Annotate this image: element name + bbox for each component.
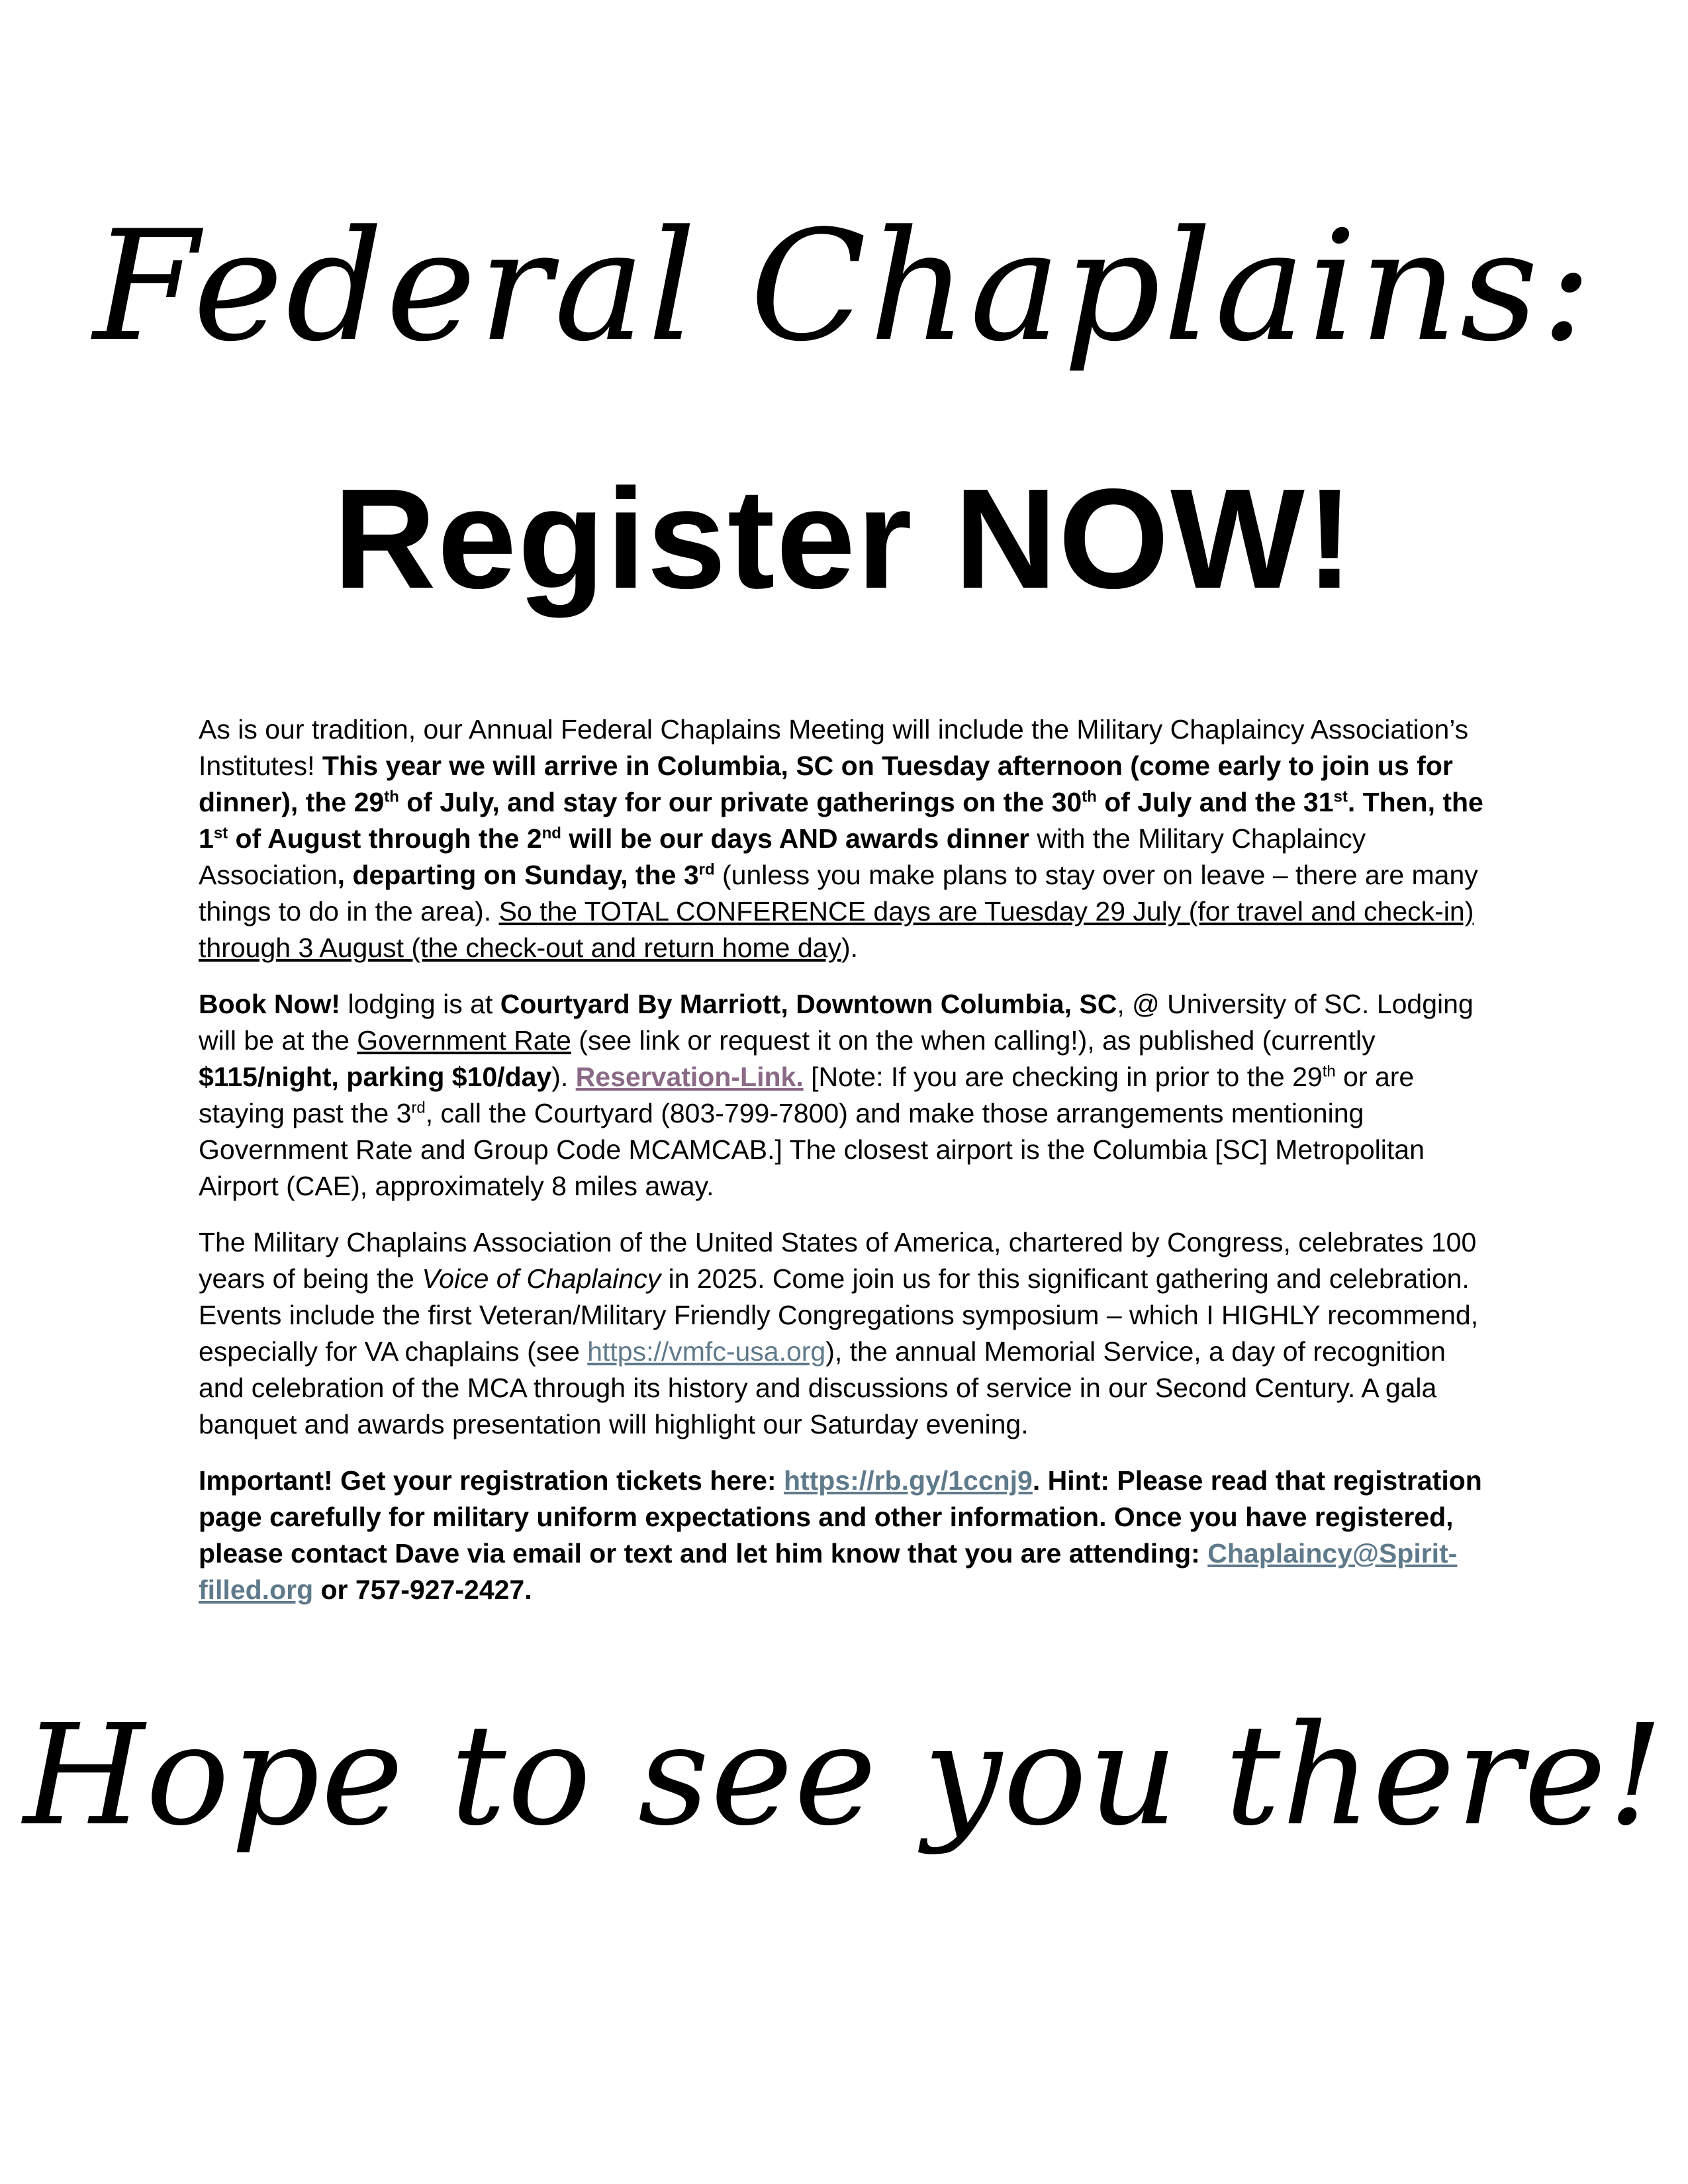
superscript: nd: [541, 824, 561, 842]
italic-text: Voice of Chaplaincy: [422, 1263, 661, 1294]
bold-text: , departing on Sunday, the 3: [337, 860, 699, 890]
reservation-link[interactable]: Reservation-Link.: [575, 1062, 804, 1092]
text: ).: [551, 1062, 576, 1092]
superscript: st: [1333, 788, 1348, 806]
text: The Military Chaplains Association of the United States of America, chartered by Congress, celebrates 100 years of being the: [199, 1227, 1477, 1294]
bold-text: . Then, the 1: [199, 787, 1483, 854]
paragraph-itinerary: [199, 711, 1496, 966]
superscript: rd: [698, 860, 715, 879]
register-now-heading: Register NOW!: [333, 459, 1355, 618]
bold-text: This year we will arrive in Columbia, SC on Tuesday afternoon (come early to join us for dinner), the 29: [199, 751, 1453, 817]
superscript: th: [1082, 788, 1097, 806]
title-script-heading: Federal Chaplains:: [93, 199, 1595, 375]
text: (see link or request it on the when calling!), as published (currently: [571, 1025, 1376, 1056]
closing-script-heading: Hope to see you there!: [23, 1694, 1665, 1856]
bold-text: Book Now!: [199, 989, 341, 1019]
body-text: [199, 711, 1496, 1628]
paragraph-mca: [199, 1224, 1496, 1443]
government-rate-link[interactable]: Government Rate: [357, 1025, 571, 1056]
text: lodging is at: [340, 989, 500, 1019]
registration-link[interactable]: https://rb.gy/1ccnj9: [783, 1465, 1033, 1496]
bold-text: $115/night, parking $10/day: [199, 1062, 552, 1092]
paragraph-important: [199, 1463, 1496, 1608]
bold-text: will be our days AND awards dinner: [561, 823, 1029, 854]
superscript: th: [384, 788, 399, 806]
text: ), the annual Memorial Service, a day of recognition and celebration of the MCA through its history and discussions of service in our Second Century. A gala banquet and awards presentation will highlight our Saturday evening.: [199, 1336, 1446, 1439]
bold-text: . Hint: Please read that registration page carefully for military uniform expectations and other information. Once you have registered, please contact Dave via email or text and let him know that you are attending:: [199, 1465, 1482, 1569]
superscript: th: [1322, 1062, 1336, 1081]
superscript: rd: [411, 1099, 426, 1117]
text: [Note: If you are checking in prior to the 29: [803, 1062, 1323, 1092]
email-link[interactable]: Chaplaincy@Spirit-filled.org: [199, 1538, 1458, 1605]
underlined-text: So the TOTAL CONFERENCE days are Tuesday 29 July (for travel and check-in) through 3 August (the check-out and return home day: [199, 896, 1474, 963]
text: , call the Courtyard (803-799-7800) and make those arrangements mentioning Government Rate and Group Code MCAMCAB.] The closest airport is the Columbia [SC] Metropolitan Airport (CAE), approximately 8 miles away.: [199, 1098, 1425, 1201]
text: , @ University of SC. Lodging will be at the: [199, 989, 1474, 1056]
text: with the Military Chaplaincy Association: [199, 823, 1366, 890]
bold-text: of August through the 2: [228, 823, 542, 854]
vmfc-link[interactable]: https://vmfc-usa.org: [587, 1336, 826, 1367]
superscript: st: [213, 824, 228, 842]
bold-text: of July and the 31: [1096, 787, 1334, 817]
text: in 2025. Come join us for this significant gathering and celebration. Events include the first Veteran/Military Friendly Congregations symposium – which I HIGHLY recommend, especially for VA chaplains (see: [199, 1263, 1479, 1367]
bold-text: Important! Get your registration tickets here:: [199, 1465, 784, 1496]
text: As is our tradition, our Annual Federal Chaplains Meeting will include the Military Chaplaincy Association’s Institutes!: [199, 714, 1469, 781]
paragraph-lodging: [199, 986, 1496, 1205]
bold-text: or 757-927-2427.: [313, 1574, 532, 1605]
text: or are staying past the 3: [199, 1062, 1415, 1128]
bold-text: of July, and stay for our private gatherings on the 30: [399, 787, 1082, 817]
text: (unless you make plans to stay over on leave – there are many things to do in the area).: [199, 860, 1478, 927]
bold-text: Courtyard By Marriott, Downtown Columbia, SC: [500, 989, 1117, 1019]
text: ).: [841, 933, 858, 963]
